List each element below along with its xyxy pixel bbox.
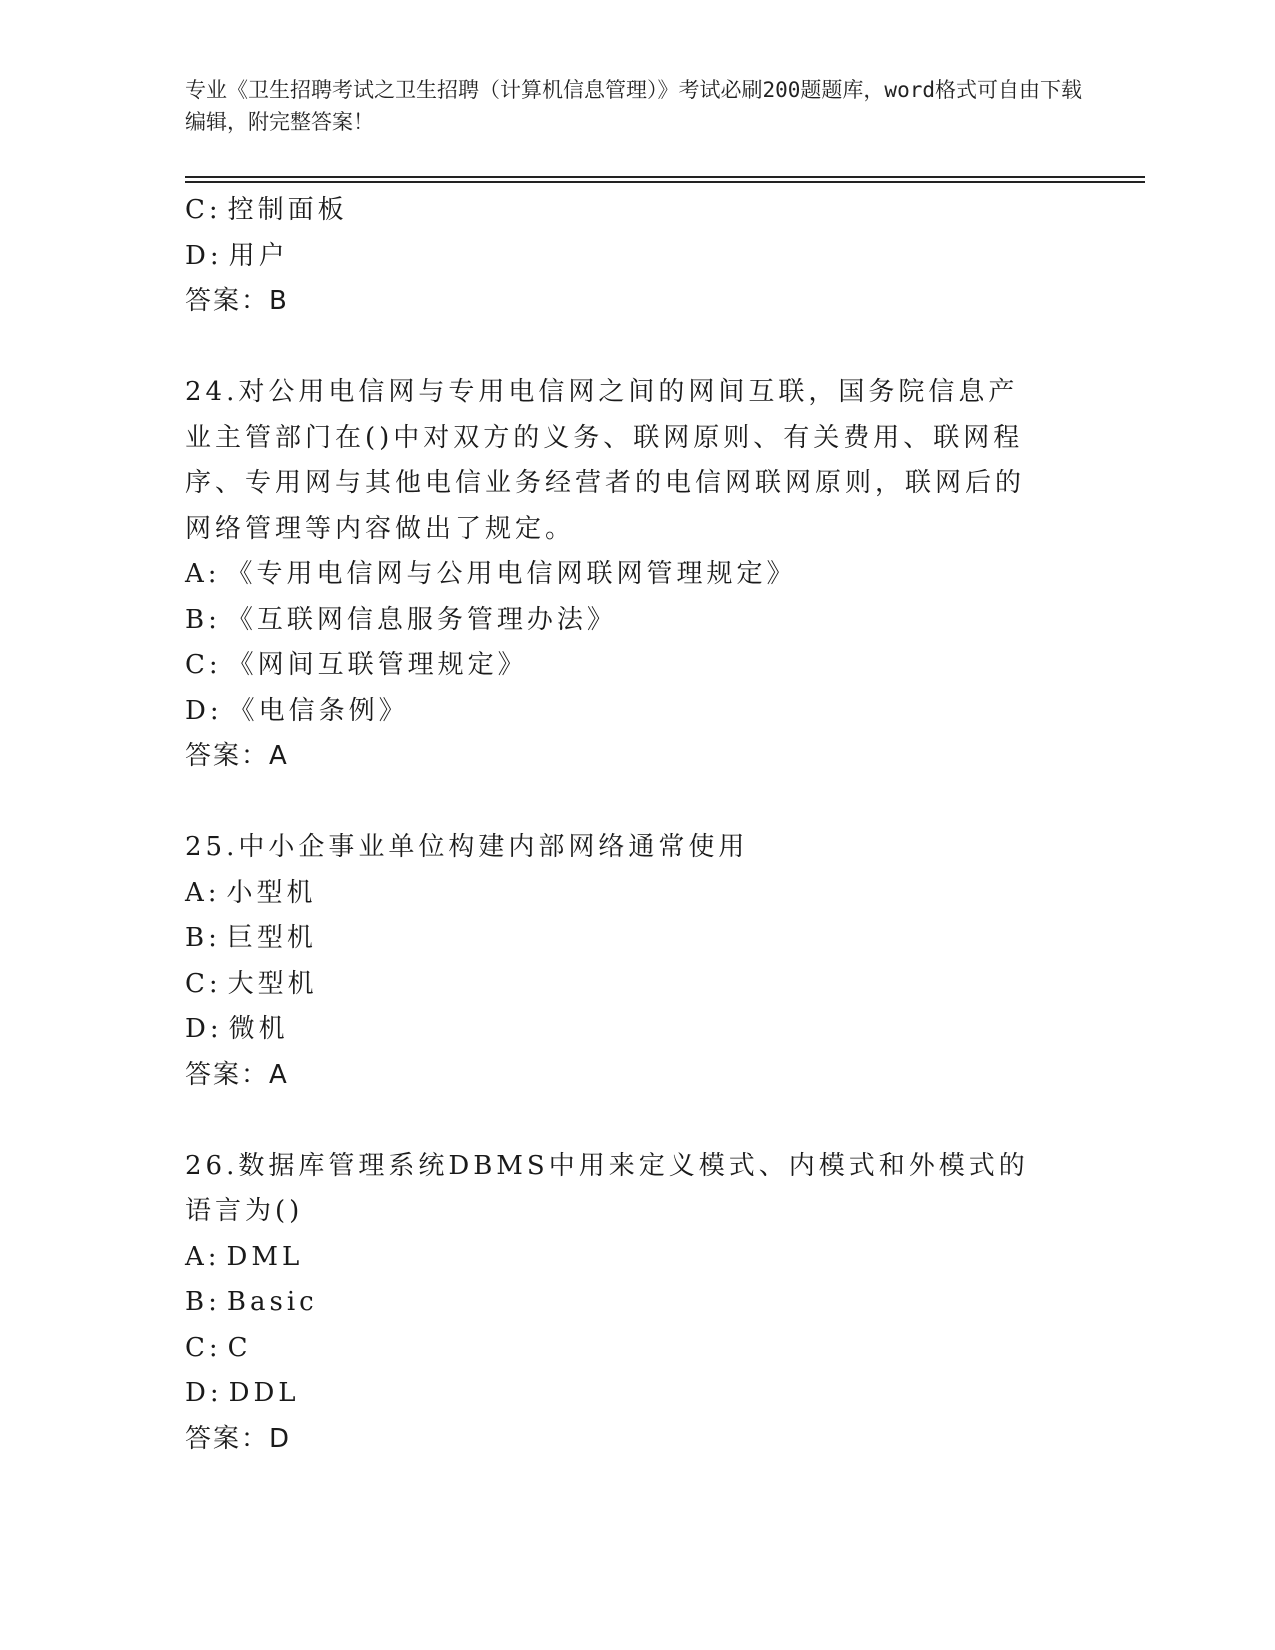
option-d: D: 《电信条例》	[185, 695, 409, 726]
question-24	[185, 370, 1085, 780]
option-d: D: 微机	[185, 1014, 289, 1044]
option-d: D: DDL	[185, 1378, 300, 1408]
answer-line: 答案：B	[185, 286, 289, 316]
option-b: B: 《互联网信息服务管理办法》	[185, 604, 617, 635]
option-a: A: 《专用电信网与公用电信网联网管理规定》	[185, 559, 797, 589]
spacer	[185, 325, 1085, 371]
option-c: C: 《网间互联管理规定》	[185, 650, 528, 680]
option-d: D: 用户	[185, 240, 289, 271]
question-23-partial	[185, 188, 1085, 325]
answer-line: 答案：D	[185, 1423, 292, 1454]
option-c: C: C	[185, 1332, 252, 1363]
question-list	[185, 188, 1085, 1462]
option-c: C: 控制面板	[185, 195, 348, 225]
spacer	[185, 1098, 1085, 1144]
spacer	[185, 780, 1085, 826]
question-stem: 26.数据库管理系统DBMS中用来定义模式、内模式和外模式的语言为()	[185, 1150, 1029, 1226]
option-a: A: DML	[185, 1241, 304, 1272]
document-header: 专业《卫生招聘考试之卫生招聘（计算机信息管理）》考试必刷200题题库，word格式可自由下载编辑，附完整答案！	[185, 78, 1082, 134]
answer-line: 答案：A	[185, 741, 289, 771]
option-b: B: Basic	[185, 1287, 318, 1317]
header-rule-top	[185, 176, 1145, 178]
question-25	[185, 825, 1085, 1098]
option-b: B: 巨型机	[185, 923, 317, 953]
option-a: A: 小型机	[185, 877, 317, 908]
question-stem: 25.中小企事业单位构建内部网络通常使用	[185, 832, 749, 862]
question-stem: 24.对公用电信网与专用电信网之间的网间互联，国务院信息产业主管部门在()中对双方的义务、联网原则、有关费用、联网程序、专用网与其他电信业务经营者的电信网联网原则，联网后的网络管理等内容做出了规定。	[185, 377, 1026, 544]
option-c: C: 大型机	[185, 968, 318, 999]
header-rule-bottom	[185, 181, 1145, 183]
answer-line: 答案：A	[185, 1059, 289, 1090]
question-26	[185, 1144, 1085, 1463]
